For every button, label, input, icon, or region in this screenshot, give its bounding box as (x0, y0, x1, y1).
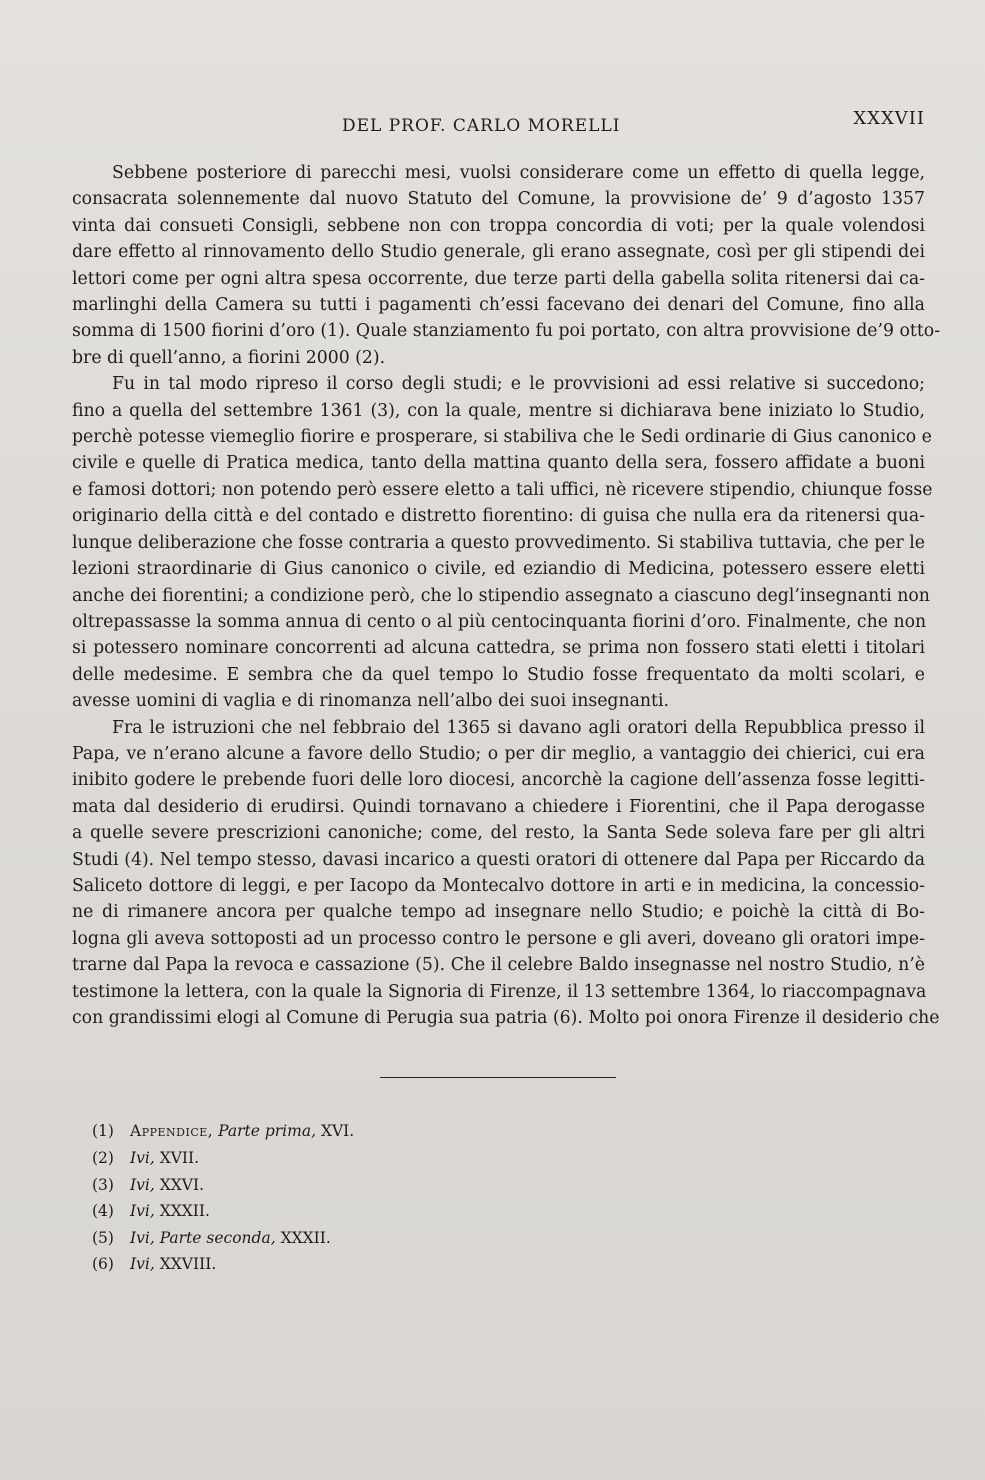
footnote-italic: Ivi, (130, 1175, 155, 1194)
footnote-source: Appendice, (130, 1122, 214, 1141)
footnote-italic: Parte prima, (218, 1122, 317, 1141)
footnote-text (130, 1198, 210, 1225)
footnote-number: (2) (92, 1149, 114, 1167)
text-line: mata dal desiderio di erudirsi. Quindi tornavano a chiedere i Fiorentini, che il Papa derogasse (72, 796, 925, 817)
footnote-number: (1) (92, 1122, 114, 1141)
text-line: anche dei fiorentini; a condizione però, che lo stipendio assegnato a ciascuno degl’insegnanti non (72, 585, 930, 606)
footnote-text (130, 1118, 354, 1145)
footnote-ref: XVII. (159, 1149, 200, 1167)
footnote-italic: Ivi, (130, 1202, 155, 1221)
text-line: somma di 1500 fiorini d’oro (1). Quale stanziamento fu poi portato, con altra provvisione de’9 otto- (72, 321, 941, 342)
footnote-text (130, 1172, 204, 1199)
footnote-italic: Ivi, Parte seconda, (130, 1228, 276, 1247)
footnote-rule (380, 1077, 616, 1078)
text-line: Studi (4). Nel tempo stesso, davasi incarico a questi oratori di ottenere dal Papa per Riccardo da (72, 849, 925, 870)
footnote-number: (3) (92, 1175, 114, 1194)
footnote-number: (4) (92, 1202, 114, 1221)
text-line: logna gli aveva sottoposti ad un processo contro le persone e gli averi, doveano gli oratori impe- (72, 928, 925, 949)
text-line: testimone la lettera, con la quale la Signoria di Firenze, il 13 settembre 1364, lo riaccompagnava (72, 981, 927, 1002)
text-line: vinta dai consueti Consigli, sebbene non con troppa concordia di voti; per la quale volendosi (72, 215, 925, 236)
footnote-ref: XXXII. (159, 1202, 210, 1221)
text-line: Papa, ve n’erano alcune a favore dello Studio; o per dir meglio, a vantaggio dei chierici, cui era (72, 743, 925, 764)
footnote (92, 1145, 925, 1172)
text-line: delle medesime. E sembra che da quel tempo lo Studio fosse frequentato da molti scolari, e (72, 664, 925, 685)
footnote-number: (5) (92, 1228, 114, 1247)
running-title: DEL PROF. CARLO MORELLI (342, 116, 621, 136)
text-line: originario della città e del contado e distretto fiorentino: di guisa che nulla era da ritenersi qua- (72, 506, 925, 527)
footnote (92, 1118, 925, 1145)
text-line: lunque deliberazione che fosse contraria a questo provvedimento. Si stabiliva tuttavia, che per le (72, 532, 925, 553)
footnote-text (130, 1225, 331, 1252)
footnote-italic: Ivi, (130, 1255, 155, 1274)
text-line: Fra le istruzioni che nel febbraio del 1365 si davano agli oratori della Repubblica presso il (112, 717, 925, 738)
text-line: si potessero nominare concorrenti ad alcuna cattedra, se prima non fossero stati eletti i titolari (72, 638, 925, 659)
text-line: marlinghi della Camera su tutti i pagamenti ch’essi facevano dei denari del Comune, fino alla (72, 295, 925, 316)
footnote-ref: XVI. (320, 1122, 355, 1141)
text-line: bre di quell’anno, a fiorini 2000 (2). (72, 347, 386, 368)
footnote (92, 1251, 925, 1278)
text-line: e famosi dottori; non potendo però essere eletto a tali uffici, nè ricevere stipendio, chiunque fosse (72, 479, 933, 500)
running-head (72, 108, 925, 142)
page-number: XXXVII (853, 108, 925, 129)
text-line: inibito godere le prebende fuori delle loro diocesi, ancorchè la cagione dell’assenza fosse legitti- (72, 770, 925, 791)
text-line: con grandissimi elogi al Comune di Perugia sua patria (6). Molto poi onora Firenze il desiderio che (72, 1008, 940, 1028)
footnote (92, 1172, 925, 1199)
footnote-ref: XXVI. (159, 1175, 205, 1194)
footnote-italic: Ivi, (130, 1149, 155, 1167)
body-text (72, 160, 941, 1031)
text-line: lezioni straordinarie di Gius canonico o civile, ed eziandio di Medicina, potessero essere eletti (72, 559, 925, 580)
text-line: Fu in tal modo ripreso il corso degli studi; e le provvisioni ad essi relative si succedono; (112, 374, 925, 395)
text-line: dare effetto al rinnovamento dello Studio generale, gli erano assegnate, così per gli stipendi dei (72, 242, 925, 263)
text-line: Sebbene posteriore di parecchi mesi, vuolsi considerare come un effetto di quella legge, (112, 163, 925, 183)
text-line: Saliceto dottore di leggi, e per Iacopo da Montecalvo dottore in arti e in medicina, la concessio- (72, 875, 925, 896)
text-line: trarne dal Papa la revoca e cassazione (5). Che il celebre Baldo insegnasse nel nostro Studio, n’è (72, 955, 925, 976)
text-line: avesse uomini di vaglia e di rinomanza nell’albo dei suoi insegnanti. (72, 691, 670, 712)
text-line: consacrata solennemente dal nuovo Statuto del Comune, la provvisione de’ 9 d’agosto 1357 (72, 189, 925, 210)
text-line: ne di rimanere ancora per qualche tempo ad insegnare nello Studio; e poichè la città di Bo- (72, 902, 925, 923)
text-line: lettori come per ogni altra spesa occorrente, due terze parti della gabella solita ritenersi dai ca- (72, 268, 925, 289)
text-line: perchè potesse viemeglio fiorire e prosperare, si stabiliva che le Sedi ordinarie di Gius canonico e (72, 427, 932, 448)
footnote-ref: XXVIII. (159, 1255, 217, 1274)
text-line: fino a quella del settembre 1361 (3), con la quale, mentre si dichiarava bene iniziato lo Studio, (72, 400, 925, 421)
text-line: civile e quelle di Pratica medica, tanto della mattina quanto della sera, fossero affidate a buoni (72, 453, 925, 474)
footnote (92, 1225, 925, 1252)
text-line: oltrepassasse la somma annua di cento o al più centocinquanta fiorini d’oro. Finalmente, che non (72, 611, 927, 632)
footnote-ref: XXXII. (280, 1228, 331, 1247)
footnote (92, 1198, 925, 1225)
footnote-text (130, 1251, 216, 1278)
footnotes (92, 1118, 925, 1278)
footnote-text (130, 1145, 199, 1172)
text-line: a quelle severe prescrizioni canoniche; come, del resto, la Santa Sede soleva fare per gli altri (72, 823, 925, 844)
footnote-number: (6) (92, 1255, 114, 1274)
